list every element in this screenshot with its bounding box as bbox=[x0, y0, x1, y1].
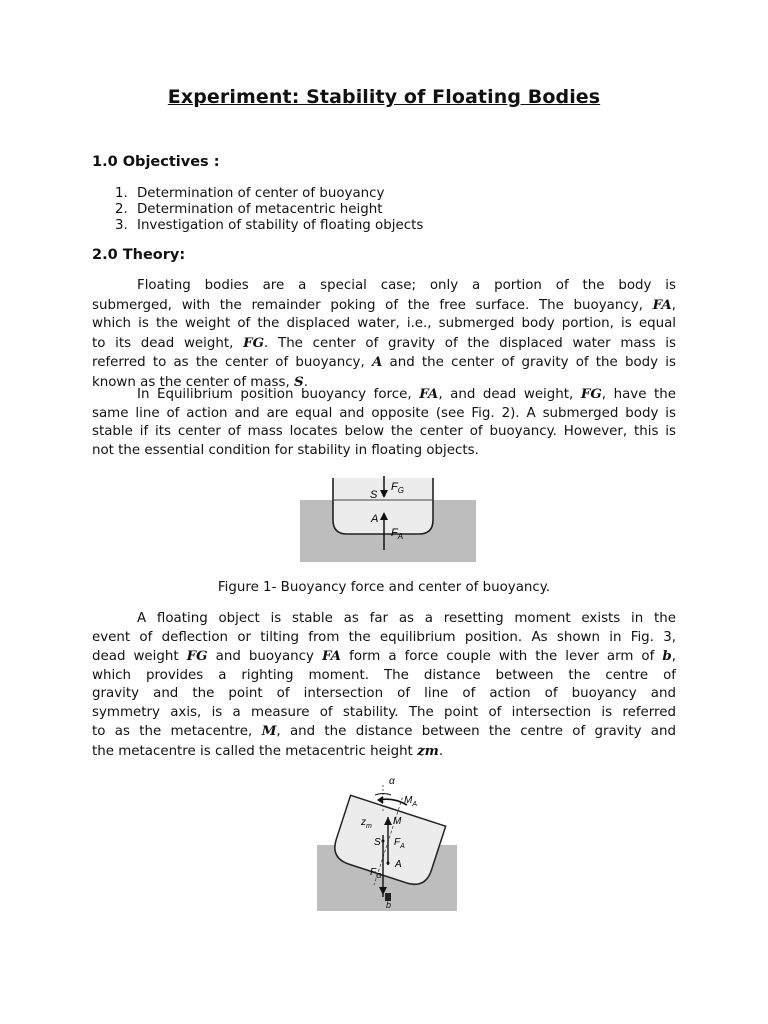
floating-body bbox=[333, 478, 433, 534]
svg-text:FG: $F_G$ bbox=[370, 867, 382, 880]
svg-text:FA: $F_A$ bbox=[394, 837, 405, 850]
theory-paragraph-3: A floating object is stable as far as a resetting moment exists in the event of deflection or tilting from the equilibrium position. As shown in Fig. 3, dead weight FG and buoyancy FA form a force couple with the lever arm of b, which provides a righting moment. The distance between the centre of gravity and the point of intersection of line of action of buoyancy and symmetry axis, is a measure of stability. The point of intersection is referred to as the metacentre, M, and the distance between the centre of gravity and the metacentre is called the metacentric height zm. bbox=[92, 611, 676, 759]
svg-text:b: b bbox=[386, 900, 392, 910]
metacentre-figure bbox=[317, 775, 457, 911]
list-item: 2. Determination of metacentric height bbox=[115, 202, 383, 217]
list-item: 1. Determination of center of buoyancy bbox=[115, 186, 385, 201]
svg-text:A: A bbox=[371, 513, 379, 525]
list-item: 3. Investigation of stability of floating objects bbox=[115, 218, 424, 233]
buoyancy-figure bbox=[300, 470, 476, 562]
svg-text:FG: $F_G$ bbox=[391, 481, 404, 495]
theory-paragraph-2: In Equilibrium position buoyancy force, FA, and dead weight, FG, have the same line of action and are equal and opposite (see Fig. 2). A submerged body is stable if its center of mass locates below the center of buoyancy. However, this is not the essential condition for stability in floating objects. bbox=[92, 386, 676, 458]
svg-text:S: S bbox=[374, 837, 381, 848]
svg-text:FA: $F_A$ bbox=[391, 527, 404, 541]
svg-text:S: S bbox=[370, 489, 378, 501]
theory-paragraph-1: Floating bodies are a special case; only a portion of the body is submerged, with the remainder poking of the free surface. The buoyancy, FA, which is the weight of the displaced water, i.e., submerged body portion, is equal to its dead weight, FG. The center of gravity of the displaced water mass is referred to as the center of buoyancy, A and the center of gravity of the body is known as the center of mass, S. bbox=[92, 278, 676, 390]
figure-1-caption: Figure 1- Buoyancy force and center of buoyancy. bbox=[217, 580, 551, 595]
theory-heading: 2.0 Theory: bbox=[92, 247, 186, 263]
svg-text:MA: $M_A$ bbox=[404, 795, 418, 808]
objectives-list bbox=[115, 186, 423, 234]
document-title: Experiment: Stability of Floating Bodies bbox=[167, 86, 601, 108]
svg-text:zm: $z_m$ bbox=[361, 817, 372, 830]
svg-text:M: M bbox=[393, 816, 402, 827]
objectives-heading: 1.0 Objectives : bbox=[92, 154, 220, 170]
svg-text:A: A bbox=[395, 859, 402, 870]
svg-text:α: α bbox=[389, 776, 395, 787]
